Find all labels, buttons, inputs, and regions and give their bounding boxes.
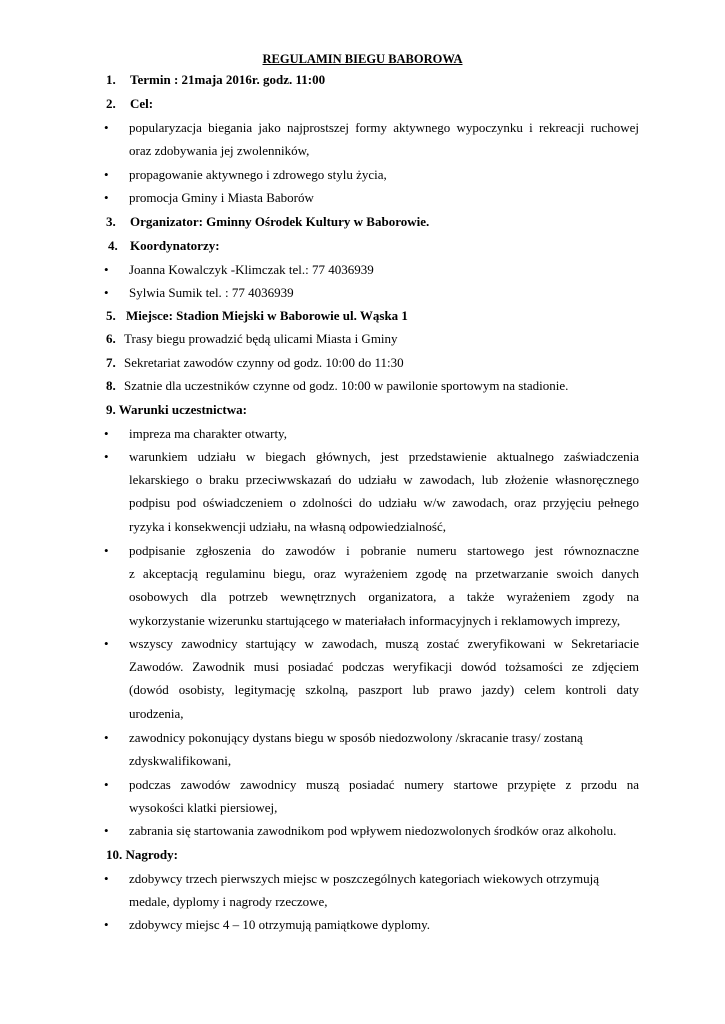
bullet: • [104,543,109,558]
coordinator-2: Sylwia Sumik tel. : 77 4036939 [129,285,294,300]
condition-item-7: zabrania się startowania zawodnikom pod wpływem niedozwolonych środków oraz alkoholu. [129,823,617,838]
goal-item-3: promocja Gminy i Miasta Baborów [129,190,314,205]
section-3-number: 3. [106,214,116,229]
section-5-number: 5. [106,308,116,323]
prize-item-1: zdobywcy trzech pierwszych miejsc w poszczególnych kategoriach wiekowych otrzymują medale, dyplomy i nagrody rzeczowe, [129,871,599,910]
condition-item-5: zawodnicy pokonujący dystans biegu w sposób niedozwolony /skracanie trasy/ zostaną zdyskwalifikowani, [129,730,583,769]
bullet: • [104,777,109,792]
section-9-heading: 9. Warunki uczestnictwa: [106,402,247,417]
section-7-number: 7. [106,355,116,370]
coordinator-1: Joanna Kowalczyk -Klimczak tel.: 77 4036939 [129,262,374,277]
goal-item-2: propagowanie aktywnego i zdrowego stylu życia, [129,167,387,182]
bullet: • [104,120,109,135]
section-7-text: Sekretariat zawodów czynny od godz. 10:00 do 11:30 [124,355,404,370]
condition-item-1: impreza ma charakter otwarty, [129,426,287,441]
bullet: • [104,823,109,838]
bullet: • [104,730,109,745]
section-4-text: Koordynatorzy: [130,238,220,253]
section-2-text: Cel: [130,96,154,111]
section-4-number: 4. [108,238,118,253]
bullet: • [104,285,109,300]
bullet: • [104,636,109,651]
section-6-text: Trasy biegu prowadzić będą ulicami Miasta i Gminy [124,331,398,346]
section-3-text: Organizator: Gminny Ośrodek Kultury w Baborowie. [130,214,430,229]
section-6-number: 6. [106,331,116,346]
condition-item-2: warunkiem udziału w biegach głównych, jest przedstawienie aktualnego zaświadczenia lekarskiego o braku przeciwwskazań do udziału w zawodach, lub złożenie własnoręcznego podpisu pod oświadczeniem o zdolności do udziału w/w zawodach, oraz przyjęciu pełnego ryzyka i konsekwencji udziału, na własną odpowiedzialność, [129,449,639,534]
bullet: • [104,871,109,886]
condition-item-4: wszyscy zawodnicy startujący w zawodach, muszą zostać zweryfikowani w Sekretariacie Zawodów. Zawodnik musi posiadać podczas weryfikacji dowód tożsamości ze zdjęciem (dowód osobisty, legitymację szkolną, paszport lub prawo jazdy) celem kontroli daty urodzenia, [129,636,639,721]
bullet: • [104,190,109,205]
bullet: • [104,167,109,182]
section-8-text: Szatnie dla uczestników czynne od godz. 10:00 w pawilonie sportowym na stadionie. [124,378,569,393]
section-5-label: Miejsce [126,308,169,323]
bullet: • [104,262,109,277]
section-1-text: Termin : 21maja 2016r. godz. 11:00 [130,72,326,87]
section-5-text: : Stadion Miejski w Baborowie ul. Wąska 1 [168,308,408,323]
section-10-heading: 10. Nagrody: [106,847,178,862]
section-8-number: 8. [106,378,116,393]
goal-item-1: popularyzacja biegania jako najprostszej formy aktywnego wypoczynku i rekreacji ruchowej oraz zdobywania jej zwolenników, [129,120,639,159]
section-1-number: 1. [106,72,116,87]
bullet: • [104,449,109,464]
prize-item-2: zdobywcy miejsc 4 – 10 otrzymują pamiątkowe dyplomy. [129,917,430,932]
bullet: • [104,917,109,932]
section-5-line [126,308,408,324]
condition-item-6: podczas zawodów zawodnicy muszą posiadać numery startowe przypięte z przodu na wysokości klatki piersiowej, [129,777,639,816]
condition-item-3: podpisanie zgłoszenia do zawodów i pobranie numeru startowego jest równoznaczne z akceptacją regulaminu biegu, oraz wyrażeniem zgodę na przetwarzanie swoich danych osobowych dla potrzeb wewnętrznych organizatora, a także wyrażeniem zgody na wykorzystanie wizerunku startującego w materiałach informacyjnych i reklamowych imprezy, [129,543,639,628]
bullet: • [104,426,109,441]
section-2-number: 2. [106,96,116,111]
document-title: REGULAMIN BIEGU BABOROWA [262,52,463,66]
